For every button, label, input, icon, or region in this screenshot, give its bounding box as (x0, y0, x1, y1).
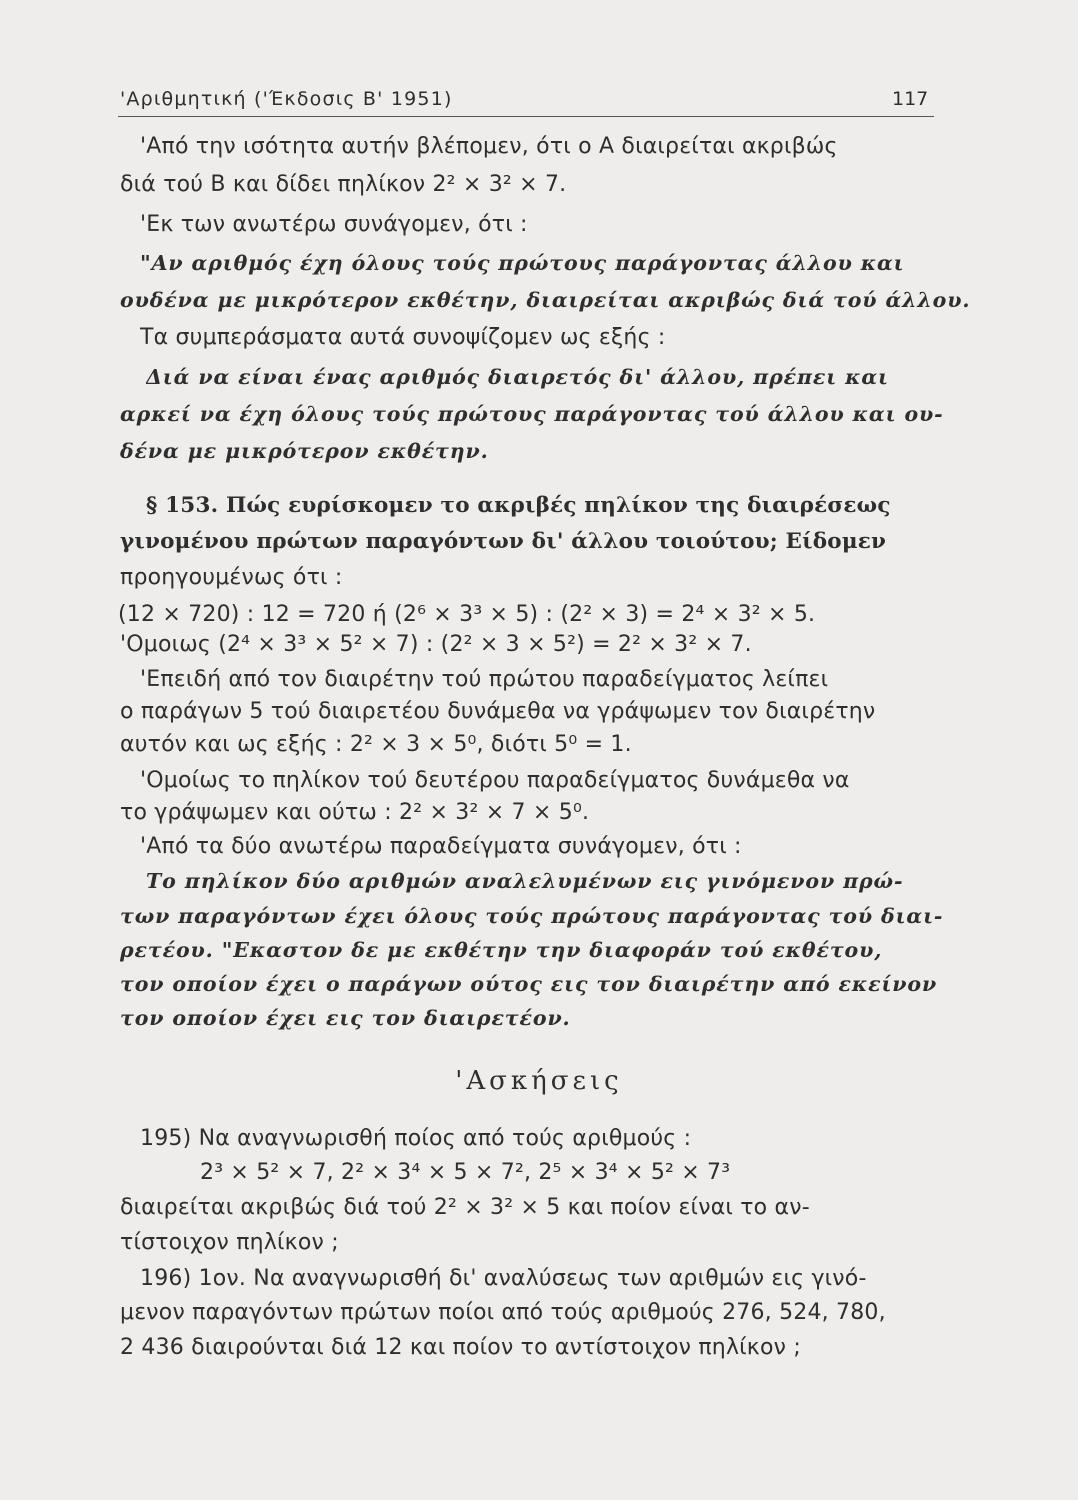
equation-line: (12 × 720) : 12 = 720 ή (2⁶ × 3³ × 5) : (2² × 3) = 2⁴ × 3² × 5. (118, 602, 816, 627)
page-number: 117 (892, 88, 929, 110)
exercise-line: 196) 1ον. Να αναγνωρισθή δι' αναλύσεως των αριθμών εις γινό- (140, 1266, 867, 1291)
text-line: 'Από την ισότητα αυτήν βλέπομεν, ότι ο Α διαιρείται ακριβώς (140, 134, 838, 159)
section-heading: γινομένου πρώτων παραγόντων δι' άλλου τοιούτου; Είδομεν (120, 529, 887, 554)
exercises-title: 'Ασκήσεις (455, 1066, 623, 1096)
text-line: το γράψωμεν και ούτω : 2² × 3² × 7 × 5⁰. (120, 800, 590, 825)
running-header: 'Αριθμητική ('Έκδοσις Β' 1951) (120, 88, 453, 110)
equation-line: 'Ομοιως (2⁴ × 3³ × 5² × 7) : (2² × 3 × 5²) = 2² × 3² × 7. (120, 632, 752, 657)
text-line: αυτόν και ως εξής : 2² × 3 × 5⁰, διότι 5⁰ = 1. (120, 732, 632, 757)
exercise-line: 2 436 διαιρούνται διά 12 και ποίον το αντίστοιχον πηλίκον ; (120, 1335, 801, 1360)
text-line: 'Εκ των ανωτέρω συνάγομεν, ότι : (140, 212, 528, 237)
text-line: 'Επειδή από τον διαιρέτην τού πρώτου παραδείγματος λείπει (140, 667, 829, 692)
conclusion-line: ρετέου. "Εκαστον δε με εκθέτην την διαφοράν τού εκθέτου, (120, 938, 883, 962)
conclusion-line: των παραγόντων έχει όλους τούς πρώτους παράγοντας τού διαι- (120, 904, 944, 928)
section-heading: § 153. Πώς ευρίσκομεν το ακριβές πηλίκον της διαιρέσεως (146, 493, 891, 518)
text-line: διά τού Β και δίδει πηλίκον 2² × 3² × 7. (120, 172, 567, 197)
exercise-line: 195) Να αναγνωρισθή ποίος από τούς αριθμούς : (140, 1126, 692, 1151)
conclusion-line: Το πηλίκον δύο αριθμών αναλελυμένων εις γινόμενον πρώ- (146, 869, 904, 893)
text-line: προηγουμένως ότι : (120, 565, 343, 590)
rule-line: αρκεί να έχη όλους τούς πρώτους παράγοντας τού άλλου και ου- (120, 402, 944, 426)
header-rule (118, 116, 934, 117)
text-line: 'Ομοίως το πηλίκον τού δευτέρου παραδείγματος δυνάμεθα να (140, 768, 850, 793)
conclusion-line: τον οποίον έχει εις τον διαιρετέον. (120, 1006, 571, 1030)
text-line: ο παράγων 5 τού διαιρετέου δυνάμεθα να γράψωμεν τον διαιρέτην (120, 699, 876, 724)
theorem-line: "Αν αριθμός έχη όλους τούς πρώτους παράγοντας άλλου και (140, 251, 905, 275)
conclusion-line: τον οποίον έχει ο παράγων ούτος εις τον διαιρέτην από εκείνον (120, 972, 938, 996)
exercise-line: τίστοιχον πηλίκον ; (120, 1230, 339, 1255)
exercise-formula: 2³ × 5² × 7, 2² × 3⁴ × 5 × 7², 2⁵ × 3⁴ × 5² × 7³ (200, 1160, 731, 1185)
exercise-line: διαιρείται ακριβώς διά τού 2² × 3² × 5 και ποίον είναι το αν- (120, 1195, 810, 1220)
theorem-line: ουδένα με μικρότερον εκθέτην, διαιρείται ακριβώς διά τού άλλου. (120, 288, 971, 312)
rule-line: Διά να είναι ένας αριθμός διαιρετός δι' άλλου, πρέπει και (146, 365, 889, 389)
text-line: 'Από τα δύο ανωτέρω παραδείγματα συνάγομεν, ότι : (140, 834, 742, 859)
text-line: Τα συμπεράσματα αυτά συνοψίζομεν ως εξής : (140, 325, 666, 350)
exercise-line: μενον παραγόντων πρώτων ποίοι από τούς αριθμούς 276, 524, 780, (120, 1300, 886, 1325)
rule-line: δένα με μικρότερον εκθέτην. (120, 439, 489, 463)
